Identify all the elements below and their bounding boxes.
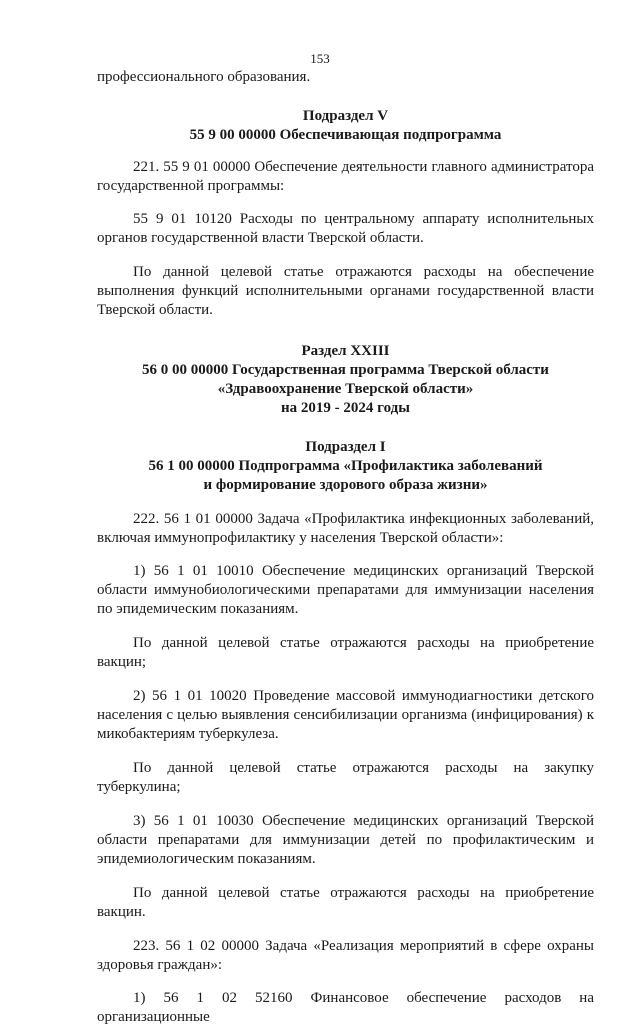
paragraph-223: 223. 56 1 02 00000 Задача «Реализация мероприятий в сфере охраны здоровья граждан»: <box>97 938 594 973</box>
paragraph-expense-note: По данной целевой статье отражаются расходы на закупку туберкулина; <box>97 760 594 795</box>
paragraph-221: 221. 55 9 01 00000 Обеспечение деятельности главного администратора государственной программы: <box>97 159 594 194</box>
subsection-title-line-2: и формирование здорового образа жизни» <box>203 477 488 493</box>
section-title-line-2: «Здравоохранение Тверской области» <box>217 381 474 397</box>
paragraph-continuation: профессионального образования. <box>97 69 311 85</box>
paragraph-222: 222. 56 1 01 00000 Задача «Профилактика инфекционных заболеваний, включая иммунопрофилактику у населения Тверской области»: <box>97 511 594 546</box>
paragraph-expense-note: По данной целевой статье отражаются расходы на приобретение вакцин; <box>97 635 594 670</box>
page-number: 153 <box>310 51 330 66</box>
section-title-line-1: 56 0 00 00000 Государственная программа Тверской области <box>142 362 549 378</box>
subsection-title-line-1: 56 1 00 00000 Подпрограмма «Профилактика заболеваний <box>148 458 543 474</box>
paragraph-item-1-cut: 1) 56 1 02 52160 Финансовое обеспечение расходов на организационные <box>97 990 594 1025</box>
section-heading: Раздел XXIII <box>301 343 390 359</box>
subsection-heading: Подраздел V <box>302 108 389 124</box>
paragraph-item-3: 3) 56 1 01 10030 Обеспечение медицинских организаций Тверской области препаратами для иммунизации детей по профилактическим и эпидемиологическим показаниям. <box>97 813 594 867</box>
paragraph-expense-note: По данной целевой статье отражаются расходы на обеспечение выполнения функций исполнительными органами государственной власти Тверской области. <box>97 264 594 318</box>
paragraph-item-2: 2) 56 1 01 10020 Проведение массовой иммунодиагностики детского населения с целью выявления сенсибилизации организма (инфицирования) к микобактериям туберкулеза. <box>97 688 594 742</box>
paragraph-item-1: 1) 56 1 01 10010 Обеспечение медицинских организаций Тверской области иммунобиологическими препаратами для иммунизации населения по эпидемическим показаниям. <box>97 563 594 617</box>
section-title-line-3: на 2019 - 2024 годы <box>281 400 410 416</box>
subsection-heading: Подраздел I <box>305 439 386 455</box>
paragraph-expense-note: По данной целевой статье отражаются расходы на приобретение вакцин. <box>97 885 594 920</box>
subsection-title: 55 9 00 00000 Обеспечивающая подпрограмма <box>189 127 502 143</box>
page-content <box>97 68 594 1027</box>
paragraph-55-9-01-10120: 55 9 01 10120 Расходы по центральному аппарату исполнительных органов государственной власти Тверской области. <box>97 211 594 246</box>
